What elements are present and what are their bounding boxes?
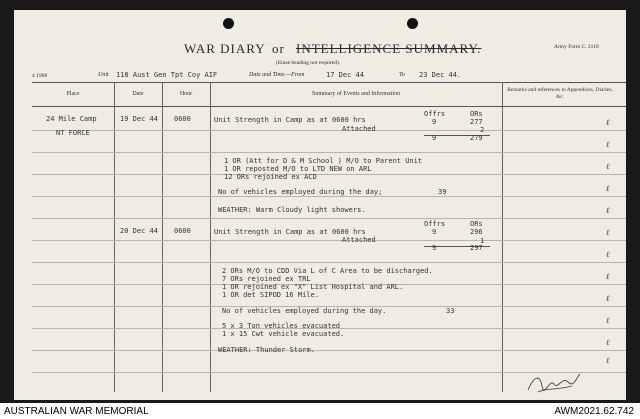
date-from: 17 Dec 44 [326,71,364,79]
col-divider [162,82,163,392]
offrs-value: 9 [432,118,437,126]
weather-line: WEATHER: Thunder Storm. [218,346,315,354]
summary-line: Unit Strength in Camp as at 0600 hrs [214,116,366,124]
ors-value: 296 [470,228,483,236]
row-rule [32,262,626,263]
handwritten-initials: ℓ [606,184,610,193]
war-diary-sheet [14,10,626,400]
ors-heading: ORs [470,110,483,118]
attached-ors: 1 [480,237,485,245]
army-form-label: Army Form C. 2118 [554,44,599,50]
row-rule [32,240,626,241]
date-to: 23 Dec 44. [419,71,462,79]
col-place: Place [66,91,80,97]
form-number: 4 1908 [32,73,48,79]
punch-hole [407,18,418,29]
total-ors: 279 [470,134,483,142]
handwritten-initials: ℓ [606,294,610,303]
col-summary: Summary of Events and Information [312,91,400,97]
hour-entry: 0600 [174,227,191,235]
summary-line: 1 OR det SIPOD 16 Mile. [222,291,319,299]
summary-line: 1 OR rejoined ex "X" List Hospital and ARL. [222,283,404,291]
col-remarks: Remarks and references to Appendices, Diaries, &c. [507,87,613,100]
footer-accession-number: AWM2021.62.742 [554,406,634,417]
summary-line: No of vehicles employed during the day; [218,188,383,196]
summary-line: No of vehicles employed during the day. [222,307,387,315]
col-hour: Hour [179,91,193,97]
row-rule [32,350,626,351]
date-entry: 20 Dec 44 [120,227,158,235]
summary-line: 12 ORs rejoined ex ACD [224,173,317,181]
row-rule [32,130,626,131]
handwritten-initials: ℓ [606,228,610,237]
attached-label: Attached [342,125,376,133]
subtitle: (Erase heading not required). [276,60,341,66]
vehicles-value: 39 [438,188,447,196]
handwritten-initials: ℓ [606,206,610,215]
handwritten-initials: ℓ [606,162,610,171]
offrs-value: 9 [432,228,437,236]
ors-value: 277 [470,118,483,126]
handwritten-initials: ℓ [606,338,610,347]
offrs-heading: Offrs [424,220,446,228]
summary-line: 1 OR (Att for D & M School ) M/O to Parent Unit [224,157,423,165]
title-intelligence-summary: INTELLIGENCE SUMMARY. [296,41,482,56]
summary-line: 1 x 15 Cwt vehicle evacuated. [222,330,345,338]
place-entry: 24 Mile Camp [46,115,97,123]
handwritten-initials: ℓ [606,140,610,149]
table-top-line [32,82,626,83]
summary-line: 7 ORs rejoined ex TRL [222,275,311,283]
col-divider [114,82,115,392]
date-entry: 19 Dec 44 [120,115,158,123]
punch-hole [223,18,234,29]
handwritten-initials: ℓ [606,250,610,259]
title-or: or [272,41,285,56]
handwritten-initials: ℓ [606,316,610,325]
summary-line: Unit Strength in Camp as at 0600 hrs [214,228,366,236]
handwritten-initials: ℓ [606,356,610,365]
handwritten-initials: ℓ [606,118,610,127]
ors-heading: ORs [470,220,483,228]
weather-line: WEATHER: Warm Cloudy light showers. [218,206,366,214]
place-entry: NT FORCE [56,129,90,137]
row-rule [32,218,626,219]
row-rule [32,152,626,153]
handwritten-initials: ℓ [606,272,610,281]
col-divider [210,82,211,392]
footer-institution: AUSTRALIAN WAR MEMORIAL [4,406,149,417]
total-ors: 297 [470,244,483,252]
total-offrs: 9 [432,134,437,142]
offrs-heading: Offrs [424,110,446,118]
unit-label: Unit [98,72,109,78]
row-rule [32,174,626,175]
summary-line: 5 x 3 Ton vehicles evacuated [222,322,341,330]
summary-line: 1 OR reposted M/O to LTD NEW on ARL [224,165,372,173]
hour-entry: 0600 [174,115,191,123]
attached-ors: 2 [480,126,485,134]
summary-line: 2 ORs M/O to CDD Via L of C Area to be discharged. [222,267,433,275]
col-date: Date [132,91,144,97]
col-divider [502,82,503,392]
row-rule [32,196,626,197]
table-header-line [32,106,626,107]
handwritten-signature [524,368,584,396]
date-to-label: To [399,72,405,78]
total-offrs: 9 [432,244,437,252]
date-time-label: Date and Time.—From [249,72,305,78]
attached-label: Attached [342,236,376,244]
unit-value: 118 Aust Gen Tpt Coy AIF [116,71,218,79]
vehicles-value: 33 [446,307,455,315]
title-war-diary: WAR DIARY [184,41,266,56]
